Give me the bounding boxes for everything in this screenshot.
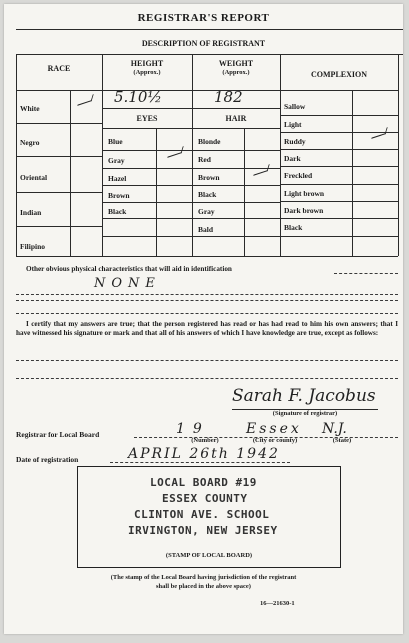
eyes-blue: Blue (108, 137, 123, 146)
state-caption: (State) (332, 437, 352, 444)
county-caption: (City or county) (252, 437, 298, 444)
race-oriental: Oriental (20, 173, 48, 182)
weight-value: 182 (214, 88, 243, 106)
height-approx: (Approx.) (133, 69, 161, 76)
stamp-line-4: IRVINGTON, NEW JERSEY (128, 524, 278, 537)
complexion-sallow: Sallow (284, 102, 306, 111)
race-indian: Indian (20, 208, 42, 217)
height-header: HEIGHT (130, 59, 164, 68)
race-negro: Negro (20, 138, 40, 147)
date-label: Date of registration (16, 455, 79, 464)
registration-card (4, 4, 403, 634)
section-title: DESCRIPTION OF REGISTRANT (141, 39, 266, 48)
eyes-brown: Brown (108, 191, 130, 200)
race-header: RACE (47, 64, 71, 73)
local-board-state: N.J. (322, 421, 347, 437)
local-board-label: Registrar for Local Board (16, 430, 100, 439)
registrar-signature: Sarah F. Jacobus (232, 386, 376, 406)
eyes-gray: Gray (108, 156, 125, 165)
race-check-mark (77, 94, 93, 106)
height-value: 5.10½ (114, 88, 162, 106)
eyes-black: Black (108, 207, 127, 216)
top-rule (16, 29, 403, 30)
complexion-light: Light (284, 120, 302, 129)
local-board-number: 19 (176, 421, 210, 437)
stamp-line-2: ESSEX COUNTY (162, 492, 248, 505)
complexion-dark-brown: Dark brown (284, 206, 324, 215)
complexion-dark: Dark (284, 154, 301, 163)
eyes-header: EYES (136, 114, 158, 123)
certification-text: I certify that my answers are true; that the person registered has read or has had read to him his own answers; that I have witnessed his signature or mark and that all of his answers of which I have knowledge are true, except as follows: (16, 320, 398, 337)
hair-brown: Brown (198, 173, 220, 182)
complexion-freckled: Freckled (284, 171, 313, 180)
eyes-hazel: Hazel (108, 174, 127, 183)
weight-approx: (Approx.) (222, 69, 250, 76)
complexion-black: Black (284, 223, 303, 232)
stamp-caption: (STAMP OF LOCAL BOARD) (165, 552, 253, 559)
other-characteristics-label: Other obvious physical characteristics that will aid in identification (26, 265, 232, 273)
number-caption: (Number) (191, 437, 219, 444)
local-board-stamp (77, 466, 341, 568)
form-code: 16—21630-1 (260, 600, 295, 607)
race-white: White (20, 104, 40, 113)
stamp-line-3: CLINTON AVE. SCHOOL (134, 508, 270, 521)
stamp-footnote-line-2: shall be placed in the above space) (156, 583, 251, 590)
report-title: REGISTRAR'S REPORT (137, 12, 270, 24)
stamp-footnote-line-1: (The stamp of the Local Board having jurisdiction of the registrant (110, 574, 297, 581)
eyes-check-mark (167, 146, 183, 158)
weight-header: WEIGHT (218, 59, 254, 68)
hair-red: Red (198, 155, 211, 164)
hair-bald: Bald (198, 225, 214, 234)
hair-gray: Gray (198, 207, 215, 216)
hair-check-mark (253, 164, 269, 176)
hair-header: HAIR (225, 114, 247, 123)
complexion-header: COMPLEXION (311, 70, 367, 79)
registration-date: APRIL 26th 1942 (128, 446, 280, 462)
complexion-light-brown: Light brown (284, 189, 325, 198)
other-characteristics-value: NONE (94, 276, 161, 291)
complexion-ruddy: Ruddy (284, 137, 306, 146)
stamp-line-1: LOCAL BOARD #19 (150, 476, 257, 489)
table-top-rule (16, 54, 403, 55)
race-filipino: Filipino (20, 242, 46, 251)
signature-caption: (Signature of registrar) (272, 410, 338, 417)
hair-blonde: Blonde (198, 137, 221, 146)
hair-black: Black (198, 190, 217, 199)
complexion-check-mark (371, 127, 387, 139)
local-board-county: Essex (246, 421, 302, 437)
